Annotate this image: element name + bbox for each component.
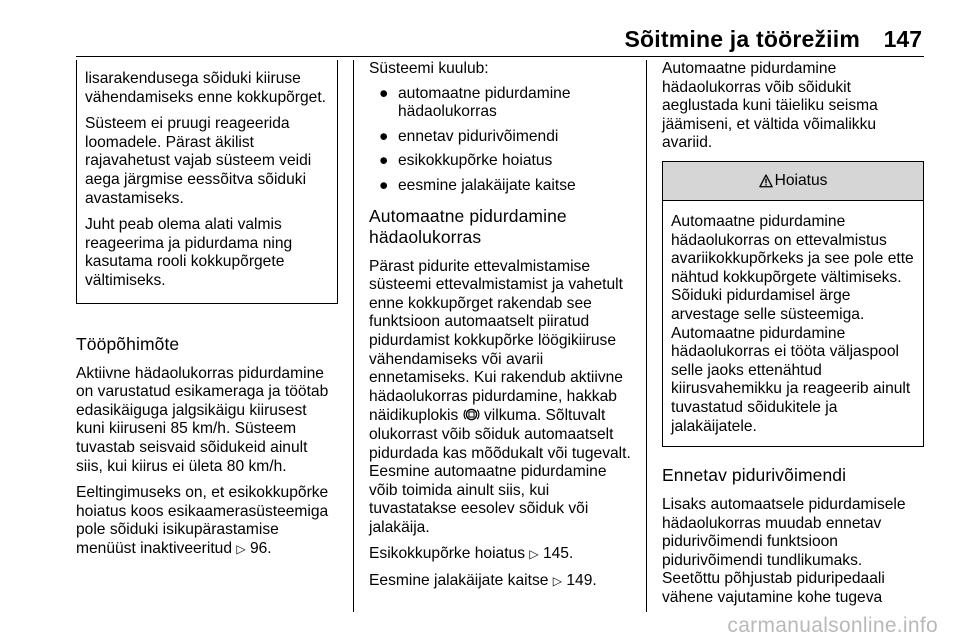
- list-item: [369, 85, 631, 122]
- paragraph: [369, 258, 631, 538]
- note-box: [76, 60, 338, 304]
- bullet-icon: ●: [379, 152, 389, 170]
- paragraph-text: Esikokkupõrke hoiatus: [369, 545, 526, 563]
- list-item-text: automaatne pidurdamine hädaolukorras: [398, 84, 571, 121]
- warning-box: [662, 161, 924, 447]
- list-item: [369, 152, 631, 171]
- column-1: [76, 60, 338, 566]
- page-reference[interactable]: 145.: [542, 545, 574, 563]
- watermark: carmanualsonline.info: [727, 614, 938, 637]
- reference-arrow-icon: ▷: [236, 541, 246, 556]
- paragraph: [369, 545, 631, 564]
- paragraph: [76, 484, 338, 558]
- warning-body: [663, 201, 923, 446]
- section-heading-operating-principle: Tööpõhimõte: [76, 333, 180, 354]
- feature-list: [369, 85, 631, 196]
- page-reference[interactable]: 149.: [566, 572, 597, 590]
- list-item-text: eesmine jalakäijate kaitse: [398, 176, 576, 194]
- paragraph: [369, 572, 631, 591]
- warning-paragraph: Automaatne pidurdamine hädaolukorras on ettevalmistus avariikokkupõrkeks ja see pole ette nähtud kokkupõrgete vältimiseks. Sõiduki pidurdamisel ärge arvestage selle süsteemiga. Automaatne pidurdamine hädaolukorras ei tööta väljaspool selle jaoks ettenähtud kiirusvahemikku ja reageerib ainult tuvastatud sõidukitele ja jalakäijatele.: [671, 212, 914, 435]
- page-reference[interactable]: 96.: [249, 539, 272, 557]
- bullet-icon: ●: [379, 84, 389, 102]
- note-paragraph: lisarakendusega sõiduki kiiruse vähendamiseks enne kokkupõrget.: [85, 70, 326, 106]
- section-heading-emergency-braking: Automaatne pidurdamine hädaolukorras: [369, 205, 567, 247]
- reference-arrow-icon: ▷: [552, 574, 562, 589]
- reference-arrow-icon: ▷: [529, 547, 539, 562]
- warning-triangle-icon: [759, 174, 773, 188]
- list-item: [369, 177, 631, 196]
- column-divider: [353, 60, 354, 612]
- column-2: [369, 60, 631, 599]
- note-paragraph: Juht peab olema alati valmis reageerima ja pidurdama ning kasutama rooli kokkupõrgete vältimiseks.: [85, 216, 293, 289]
- paragraph-text: vilkuma. Sõltuvalt olukorrast võib sõiduk automaatselt pidurdada kas mõõdukalt või tugevalt. Eesmine automaatne pidurdamine võib toimida ainult siis, kui tuvastatakse eesolev sõiduk või jalakäija.: [369, 407, 631, 536]
- brake-warning-icon: [463, 406, 480, 423]
- paragraph-text: Eeltingimuseks on, et esikokkupõrke hoiatus koos esikaamerasüsteemiga pole sõiduki isikupärastamise menüüst inaktiveeritud: [76, 484, 329, 557]
- bullet-icon: ●: [379, 176, 389, 194]
- list-item-text: esikokkupõrke hoiatus: [398, 152, 553, 170]
- header-rule: [76, 56, 924, 57]
- paragraph-text: Eesmine jalakäijate kaitse: [369, 572, 549, 590]
- note-paragraph: Süsteem ei pruugi reageerida loomadele. Pärast äkilist rajavahetust vajab süsteem veidi aega järgmise eessõitva sõiduki avastamiseks.: [85, 115, 312, 207]
- paragraph: Aktiivne hädaolukorras pidurdamine on varustatud esikameraga ja töötab edasikäiguga jalgsikäigu kiirusest kuni kiiruseni 85 km/h. Süsteem tuvastab seisvaid sõidukeid ainult siis, kui kiirus ei ületa 80 km/h.: [76, 364, 329, 475]
- list-item-text: ennetav pidurivõimendi: [398, 127, 559, 145]
- list-item: [369, 128, 631, 147]
- paragraph: Automaatne pidurdamine hädaolukorras võib sõidukit aeglustada kuni täieliku seisma jäämiseni, et vältida võimalikku avariid.: [662, 60, 878, 152]
- column-3: [662, 60, 924, 616]
- paragraph: Lisaks automaatsele pidurdamisele hädaolukorras muudab ennetav pidurivõimendi funktsioon pidurivõimendi tundlikumaks. Seetõttu põhjustab piduripedaali vähene vajutamine kohe tugeva: [662, 496, 906, 607]
- warning-title: Hoiatus: [774, 171, 828, 189]
- page-header: [0, 26, 960, 60]
- column-divider: [646, 60, 647, 612]
- warning-header: [663, 162, 923, 201]
- paragraph-text: Pärast pidurite ettevalmistamise süsteemi ettevalmistamist ja vahetult enne kokkupõrget rakendab see funktsioon automaatselt piiratud pidurdamist kokkupõrke löögikiiruse vähendamiseks või avarii ennetamiseks. Kui rakendub aktiivne hädaolukorras pidurdamine, hakkab näidikuplokis: [369, 257, 623, 425]
- section-heading-brake-assist: Ennetav pidurivõimendi: [662, 465, 847, 486]
- bullet-icon: ●: [379, 127, 389, 145]
- paragraph: Süsteemi kuulub:: [369, 60, 489, 77]
- page-title: Sõitmine ja töörežiim: [624, 26, 860, 52]
- page-number: 147: [883, 26, 922, 52]
